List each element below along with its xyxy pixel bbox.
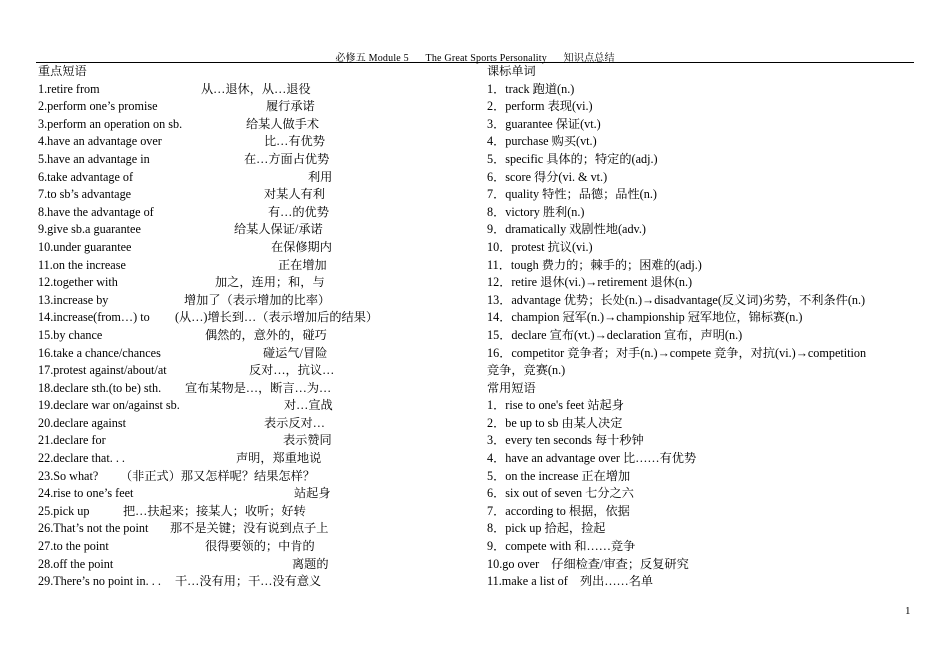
vocabulary-column	[487, 63, 917, 591]
vocab-item: 16．competitor 竞争者；对手(n.)→compete 竞争，对抗(vi.)→competition	[487, 345, 867, 360]
vocab-item: 12．retire 退休(vi.)→retirement 退休(n.)	[487, 275, 693, 290]
vocab-item: 2．perform 表现(vi.)	[487, 99, 593, 114]
phrase-english: 6.take advantage of	[38, 169, 134, 184]
phrase-row	[38, 151, 468, 169]
phrase-row	[38, 133, 468, 151]
phrase-chinese: 在保修期内	[271, 239, 332, 254]
vocab-item: 15．declare 宣布(vt.)→declaration 宣布，声明(n.)	[487, 327, 743, 342]
common-phrase-item: 2．be up to sb 由某人决定	[487, 415, 623, 430]
common-phrase-item: 4．have an advantage over 比……有优势	[487, 451, 697, 466]
vocab-item: 5．specific 具体的；特定的(adj.)	[487, 151, 658, 166]
vocab-item: 4．purchase 购买(vt.)	[487, 134, 597, 149]
phrase-english: 17.protest against/about/at	[38, 363, 167, 378]
phrase-row	[38, 520, 468, 538]
header-module: The Great Sports Personality	[425, 53, 547, 64]
phrase-row	[38, 274, 468, 292]
common-phrase-item: 9．compete with 和……竞争	[487, 539, 636, 554]
phrase-chinese: 表示赞同	[283, 433, 332, 448]
phrase-chinese: 站起身	[294, 486, 331, 501]
common-phrase-item: 7．according to 根据，依据	[487, 503, 630, 518]
phrase-row	[38, 257, 468, 275]
phrase-english: 23.So what?	[38, 468, 99, 483]
phrase-chinese: 对…宣战	[284, 398, 333, 413]
phrase-chinese: 反对…，抗议…	[249, 363, 335, 378]
phrase-row	[38, 204, 468, 222]
phrase-chinese: 正在增加	[278, 257, 327, 272]
section-title: 课标单词	[487, 64, 536, 78]
phrase-chinese: 离题的	[292, 556, 329, 571]
phrase-english: 7.to sb’s advantage	[38, 187, 132, 202]
phrase-english: 20.declare against	[38, 415, 126, 430]
phrase-row	[38, 309, 468, 327]
phrase-english: 19.declare war on/against sb.	[38, 398, 180, 413]
phrase-english: 18.declare sth.(to be) sth.	[38, 380, 162, 395]
phrase-row	[38, 538, 468, 556]
vocab-item: 6．score 得分(vi. & vt.)	[487, 169, 608, 184]
phrase-chinese: 表示反对…	[264, 415, 325, 430]
vocab-item: 竞争，竞赛(n.)	[487, 363, 566, 378]
phrase-row	[38, 221, 468, 239]
phrase-chinese: 把…扶起来；接某人；收听；好转	[123, 503, 306, 518]
phrase-row	[38, 327, 468, 345]
phrase-row	[38, 362, 468, 380]
phrase-english: 10.under guarantee	[38, 239, 132, 254]
phrase-row	[38, 573, 468, 591]
phrase-english: 1.retire from	[38, 81, 100, 96]
phrase-row	[38, 186, 468, 204]
phrase-english: 8.have the advantage of	[38, 204, 154, 219]
phrase-row	[38, 292, 468, 310]
common-phrase-item: 10.go over 仔细检查/审查；反复研究	[487, 556, 689, 571]
phrase-row	[38, 169, 468, 187]
phrase-english: 11.on the increase	[38, 257, 126, 272]
phrase-row	[38, 397, 468, 415]
common-phrase-item: 6．six out of seven 七分之六	[487, 486, 634, 501]
phrase-row	[38, 380, 468, 398]
common-phrase-item: 3．every ten seconds 每十秒钟	[487, 433, 644, 448]
phrase-chinese: （非正式）那又怎样呢？结果怎样？	[120, 468, 315, 483]
section-title: 常用短语	[487, 380, 536, 395]
section-title: 重点短语	[38, 64, 87, 78]
common-phrase-item: 11.make a list of 列出……名单	[487, 574, 654, 589]
phrase-chinese: 宣布某物是…，断言…为…	[185, 380, 332, 395]
vocab-item: 8．victory 胜利(n.)	[487, 204, 585, 219]
vocab-item: 1．track 跑道(n.)	[487, 81, 575, 96]
phrase-chinese: 对某人有利	[264, 187, 325, 202]
common-phrase-item: 1．rise to one's feet 站起身	[487, 398, 624, 413]
phrase-chinese: 履行承诺	[266, 99, 315, 114]
vocab-item: 14．champion 冠军(n.)→championship 冠军地位，锦标赛(n.)	[487, 310, 803, 325]
vocab-item: 9．dramatically 戏剧性地(adv.)	[487, 222, 646, 237]
phrase-chinese: 声明，郑重地说	[236, 451, 322, 466]
phrase-english: 14.increase(from…) to	[38, 310, 150, 325]
phrase-chinese: 给某人做手术	[246, 116, 320, 131]
phrase-row	[38, 503, 468, 521]
phrase-chinese: 增加了（表示增加的比率）	[184, 292, 331, 307]
phrase-english: 2.perform one’s promise	[38, 99, 158, 114]
phrase-english: 12.together with	[38, 275, 118, 290]
phrase-row	[38, 116, 468, 134]
phrase-row	[38, 345, 468, 363]
phrase-chinese: 偶然的，意外的，碰巧	[205, 327, 327, 342]
common-phrase-item: 5．on the increase 正在增加	[487, 468, 631, 483]
phrase-row	[38, 468, 468, 486]
phrase-english: 24.rise to one’s feet	[38, 486, 134, 501]
phrase-chinese: 干…没有用；干…没有意义	[175, 574, 322, 589]
header-topic: 知识点总结	[563, 53, 615, 64]
phrase-english: 25.pick up	[38, 503, 90, 518]
header-book: 必修五 Module 5	[335, 53, 409, 64]
phrase-english: 26.That’s not the point	[38, 521, 149, 536]
phrase-english: 15.by chance	[38, 327, 103, 342]
phrase-english: 22.declare that. . .	[38, 451, 125, 466]
page-number: 1	[905, 605, 911, 617]
phrase-row	[38, 556, 468, 574]
phrase-english: 3.perform an operation on sb.	[38, 116, 183, 131]
phrase-english: 13.increase by	[38, 292, 109, 307]
phrase-english: 5.have an advantage in	[38, 151, 150, 166]
common-phrase-item: 8．pick up 拾起，捡起	[487, 521, 606, 536]
key-phrases-column	[38, 63, 468, 591]
phrase-row	[38, 415, 468, 433]
phrase-chinese: 利用	[308, 169, 333, 184]
vocab-item: 3．guarantee 保证(vt.)	[487, 116, 601, 131]
phrase-chinese: 有…的优势	[268, 204, 329, 219]
phrase-row	[38, 450, 468, 468]
phrase-row	[38, 239, 468, 257]
vocab-item: 10．protest 抗议(vi.)	[487, 239, 593, 254]
phrase-chinese: 加之，连用；和，与	[215, 275, 325, 290]
phrase-chinese: (从…)增长到…（表示增加后的结果）	[175, 310, 379, 325]
phrase-english: 4.have an advantage over	[38, 134, 162, 149]
phrase-english: 28.off the point	[38, 556, 114, 571]
phrase-row	[38, 432, 468, 450]
phrase-english: 21.declare for	[38, 433, 106, 448]
phrase-english: 27.to the point	[38, 539, 109, 554]
phrase-chinese: 比…有优势	[264, 134, 325, 149]
phrase-english: 9.give sb.a guarantee	[38, 222, 141, 237]
vocab-item: 13．advantage 优势；长处(n.)→disadvantage(反义词)劣势，不利条件(n.)	[487, 292, 866, 307]
phrase-row	[38, 98, 468, 116]
vocab-item: 11．tough 费力的；棘手的；困难的(adj.)	[487, 257, 702, 272]
phrase-chinese: 从…退休，从…退役	[201, 81, 311, 96]
phrase-english: 16.take a chance/chances	[38, 345, 161, 360]
phrase-chinese: 在…方面占优势	[244, 151, 330, 166]
phrase-chinese: 给某人保证/承诺	[234, 222, 323, 237]
phrase-chinese: 碰运气/冒险	[263, 345, 328, 360]
phrase-chinese: 那不是关键；没有说到点子上	[170, 521, 329, 536]
phrase-row	[38, 81, 468, 99]
phrase-chinese: 很得要领的；中肯的	[205, 539, 315, 554]
phrase-row	[38, 485, 468, 503]
vocab-item: 7．quality 特性；品德；品性(n.)	[487, 187, 657, 202]
phrase-english: 29.There’s no point in. . .	[38, 574, 161, 589]
